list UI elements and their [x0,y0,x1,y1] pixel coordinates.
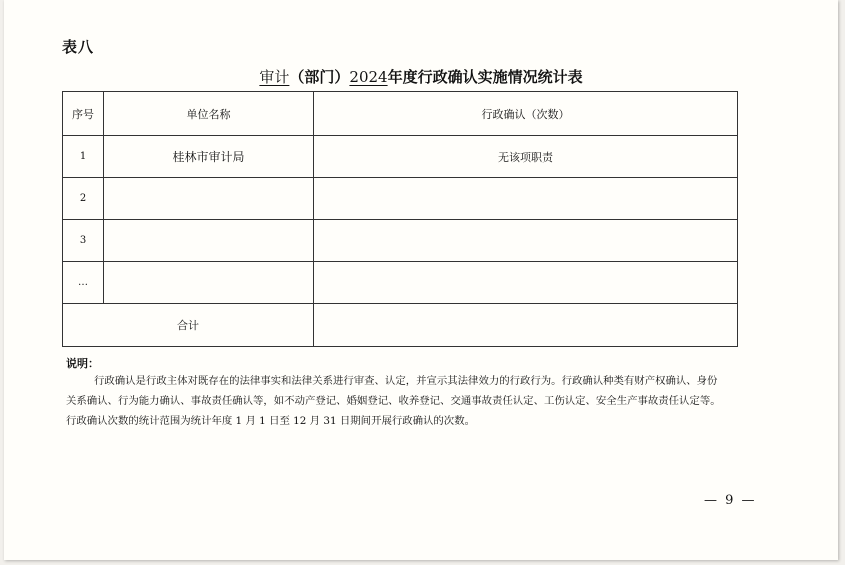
total-value [314,304,738,347]
notes-line: 行政确认次数的统计范围为统计年度 1 月 1 日至 12 月 31 日期间开展行政确认的次数。 [66,415,475,427]
row-confirmation-count: 无该项职责 [314,136,738,178]
row-serial-number: 1 [63,136,104,178]
row-serial-number: … [63,262,104,304]
notes-heading: 说明： [66,357,99,370]
document-page [4,0,838,560]
title-suffix: 年度行政确认实施情况统计表 [387,68,583,86]
table-row [63,136,738,178]
title-department-name: 审计 [259,68,290,86]
page-number: — 9 — [704,493,757,508]
notes-body [66,371,786,431]
row-confirmation-count [314,220,738,262]
row-unit-name [104,220,314,262]
header-unit-name: 单位名称 [104,92,314,136]
notes-line: 行政确认是行政主体对既存在的法律事实和法律关系进行审查、认定，并宣示其法律效力的行政行为。行政确认种类有财产权确认、身份 [94,375,718,387]
statistics-table [62,91,738,347]
header-serial-number: 序号 [63,92,104,136]
table-total-row [63,304,738,347]
table-row [63,220,738,262]
table-label: 表八 [62,38,95,56]
page-title [4,66,838,87]
row-serial-number: 3 [63,220,104,262]
total-label: 合计 [63,304,314,347]
table-row [63,178,738,220]
row-confirmation-count [314,178,738,220]
row-unit-name [104,178,314,220]
title-department-marker: （部门） [289,68,350,86]
table-row [63,262,738,304]
row-serial-number: 2 [63,178,104,220]
header-confirmation-count: 行政确认（次数） [314,92,738,136]
row-unit-name [104,262,314,304]
table-header-row [63,92,738,136]
title-year: 2024 [349,68,388,86]
row-confirmation-count [314,262,738,304]
row-unit-name: 桂林市审计局 [104,136,314,178]
notes-line: 关系确认、行为能力确认、事故责任确认等，如不动产登记、婚姻登记、收养登记、交通事故责任认定、工伤认定、安全生产事故责任认定等。 [66,395,721,407]
